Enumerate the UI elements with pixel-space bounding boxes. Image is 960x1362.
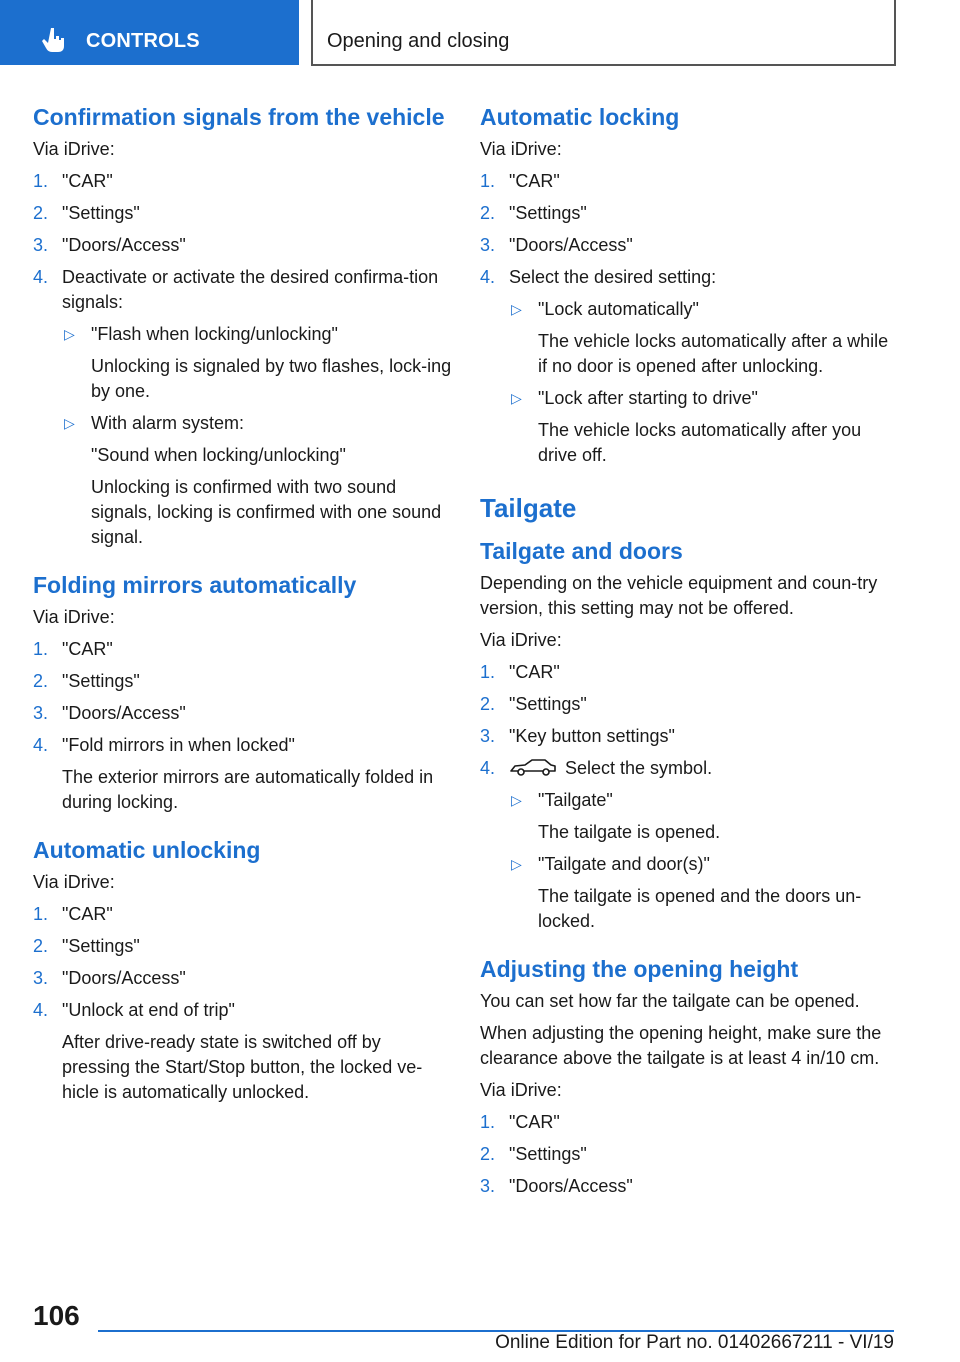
footer-edition-text: Online Edition for Part no. 01402667211 - VI/19 (495, 1332, 894, 1353)
step-number: 4. (33, 267, 49, 287)
hand-pointer-icon (40, 26, 68, 54)
triangle-bullet-icon: ▷ (511, 390, 522, 406)
list-item (33, 637, 453, 662)
bullet-item (62, 322, 453, 404)
bullet-item (509, 788, 895, 845)
heading-folding-mirrors: Folding mirrors automatically (33, 572, 357, 598)
car-tailgate-icon (509, 757, 557, 777)
step-number: 1. (33, 904, 49, 924)
list-item (33, 201, 453, 226)
via-idrive-text: Via iDrive: (480, 630, 562, 650)
step-text: Select the symbol. (565, 758, 713, 778)
bullet-label: "Tailgate and door(s)" (538, 854, 710, 874)
bullet-item (509, 852, 895, 934)
bullet-desc: The vehicle locks automatically after you drive off. (538, 420, 862, 465)
step-number: 3. (33, 703, 49, 723)
triangle-bullet-icon: ▷ (64, 326, 75, 342)
list-item (33, 998, 453, 1105)
list-item (480, 265, 895, 468)
height-steps (480, 1110, 895, 1199)
bullet-desc: Unlocking is confirmed with two sound signals, locking is confirmed with one sound signal. (91, 477, 442, 547)
heading-automatic-locking: Automatic locking (480, 104, 680, 130)
list-item (480, 692, 895, 717)
step-text: "Settings" (509, 1144, 587, 1164)
step-number: 4. (33, 1000, 49, 1020)
step-number: 1. (33, 171, 49, 191)
topic-label: Opening and closing (327, 30, 510, 52)
heading-automatic-unlocking: Automatic unlocking (33, 837, 261, 863)
step-text: "Unlock at end of trip" (62, 1000, 235, 1020)
step-number: 2. (480, 1144, 496, 1164)
list-item (480, 1142, 895, 1167)
step-text: "Settings" (62, 936, 140, 956)
step-number: 2. (33, 936, 49, 956)
list-item (33, 701, 453, 726)
step-number: 3. (33, 235, 49, 255)
step-text: Deactivate or activate the desired confirma-tion signals: (62, 267, 439, 312)
step-number: 2. (33, 671, 49, 691)
right-column (480, 100, 895, 1206)
bullet-item (62, 411, 453, 550)
via-idrive-text: Via iDrive: (33, 607, 115, 627)
step-text: "CAR" (509, 662, 560, 682)
step-text: "Doors/Access" (509, 235, 633, 255)
bullet-item (509, 297, 895, 379)
bullet-desc: The vehicle locks automatically after a while if no door is opened after unlocking. (538, 331, 889, 376)
bullet-label: "Flash when locking/unlocking" (91, 324, 338, 344)
list-item (33, 902, 453, 927)
left-column (33, 100, 453, 1112)
list-item (480, 1110, 895, 1135)
bullet-label: "Tailgate" (538, 790, 613, 810)
locking-steps (480, 169, 895, 468)
step-number: 1. (480, 1112, 496, 1132)
heading-confirmation-signals: Confirmation signals from the vehicle (33, 104, 445, 130)
section-label: CONTROLS (86, 30, 200, 52)
step-number: 2. (33, 203, 49, 223)
bullet-desc: The tailgate is opened. (538, 822, 721, 842)
list-item (480, 233, 895, 258)
step-number: 1. (33, 639, 49, 659)
page-number: 106 (33, 1300, 80, 1331)
step-number: 2. (480, 694, 496, 714)
step-text: "Doors/Access" (62, 703, 186, 723)
step-text: "Doors/Access" (509, 1176, 633, 1196)
triangle-bullet-icon: ▷ (511, 301, 522, 317)
intro-text: Depending on the vehicle equipment and coun-try version, this setting may not be offered. (480, 573, 878, 618)
list-item (480, 724, 895, 749)
body-text: When adjusting the opening height, make sure the clearance above the tailgate is at least 4 in/10 cm. (480, 1023, 882, 1068)
step-number: 3. (33, 968, 49, 988)
step-text: "CAR" (62, 904, 113, 924)
step-desc: The exterior mirrors are automatically folded in during locking. (62, 767, 434, 812)
list-item (33, 265, 453, 550)
tailgate-steps (480, 660, 895, 934)
list-item (480, 201, 895, 226)
bullet-list (509, 788, 895, 934)
unlocking-steps (33, 902, 453, 1105)
confirmation-steps (33, 169, 453, 550)
body-text: You can set how far the tailgate can be opened. (480, 991, 860, 1011)
list-item (480, 660, 895, 685)
topic-header (311, 0, 896, 66)
step-number: 3. (480, 1176, 496, 1196)
step-text: "Doors/Access" (62, 968, 186, 988)
step-text: "Settings" (62, 203, 140, 223)
bullet-label: "Lock automatically" (538, 299, 699, 319)
list-item (33, 966, 453, 991)
list-item (33, 733, 453, 815)
folding-steps (33, 637, 453, 815)
list-item (33, 233, 453, 258)
heading-tailgate-and-doors: Tailgate and doors (480, 538, 683, 564)
step-number: 2. (480, 203, 496, 223)
bullet-item (509, 386, 895, 468)
list-item (480, 756, 895, 934)
step-text: "CAR" (509, 171, 560, 191)
step-number: 4. (33, 735, 49, 755)
via-idrive-text: Via iDrive: (480, 1080, 562, 1100)
step-text: "Settings" (509, 694, 587, 714)
step-text: "Settings" (62, 671, 140, 691)
step-text: "Fold mirrors in when locked" (62, 735, 295, 755)
bullet-label: With alarm system: (91, 413, 245, 433)
step-text: "CAR" (62, 639, 113, 659)
bullet-list (509, 297, 895, 468)
list-item (480, 1174, 895, 1199)
list-item (33, 934, 453, 959)
bullet-desc: The tailgate is opened and the doors un-locked. (538, 886, 862, 931)
via-idrive-text: Via iDrive: (33, 139, 115, 159)
heading-tailgate: Tailgate (480, 493, 577, 523)
step-number: 1. (480, 171, 496, 191)
step-number: 4. (480, 267, 496, 287)
triangle-bullet-icon: ▷ (64, 415, 75, 431)
step-number: 1. (480, 662, 496, 682)
bullet-list (62, 322, 453, 550)
list-item (480, 169, 895, 194)
step-text: "Settings" (509, 203, 587, 223)
heading-opening-height: Adjusting the opening height (480, 956, 799, 982)
bullet-desc: "Sound when locking/unlocking" (91, 445, 346, 465)
via-idrive-text: Via iDrive: (33, 872, 115, 892)
step-number: 4. (480, 758, 496, 778)
step-text: "CAR" (509, 1112, 560, 1132)
step-number: 3. (480, 235, 496, 255)
triangle-bullet-icon: ▷ (511, 856, 522, 872)
list-item (33, 669, 453, 694)
step-text: "Key button settings" (509, 726, 675, 746)
via-idrive-text: Via iDrive: (480, 139, 562, 159)
bullet-desc: Unlocking is signaled by two flashes, lock-ing by one. (91, 356, 452, 401)
bullet-label: "Lock after starting to drive" (538, 388, 758, 408)
list-item (33, 169, 453, 194)
step-desc: After drive-ready state is switched off by pressing the Start/Stop button, the locked ve-hicle is automatically unlocked. (62, 1032, 423, 1102)
step-text: "CAR" (62, 171, 113, 191)
triangle-bullet-icon: ▷ (511, 792, 522, 808)
step-number: 3. (480, 726, 496, 746)
step-text: "Doors/Access" (62, 235, 186, 255)
section-tab-controls[interactable] (0, 0, 299, 65)
step-text: Select the desired setting: (509, 267, 717, 287)
